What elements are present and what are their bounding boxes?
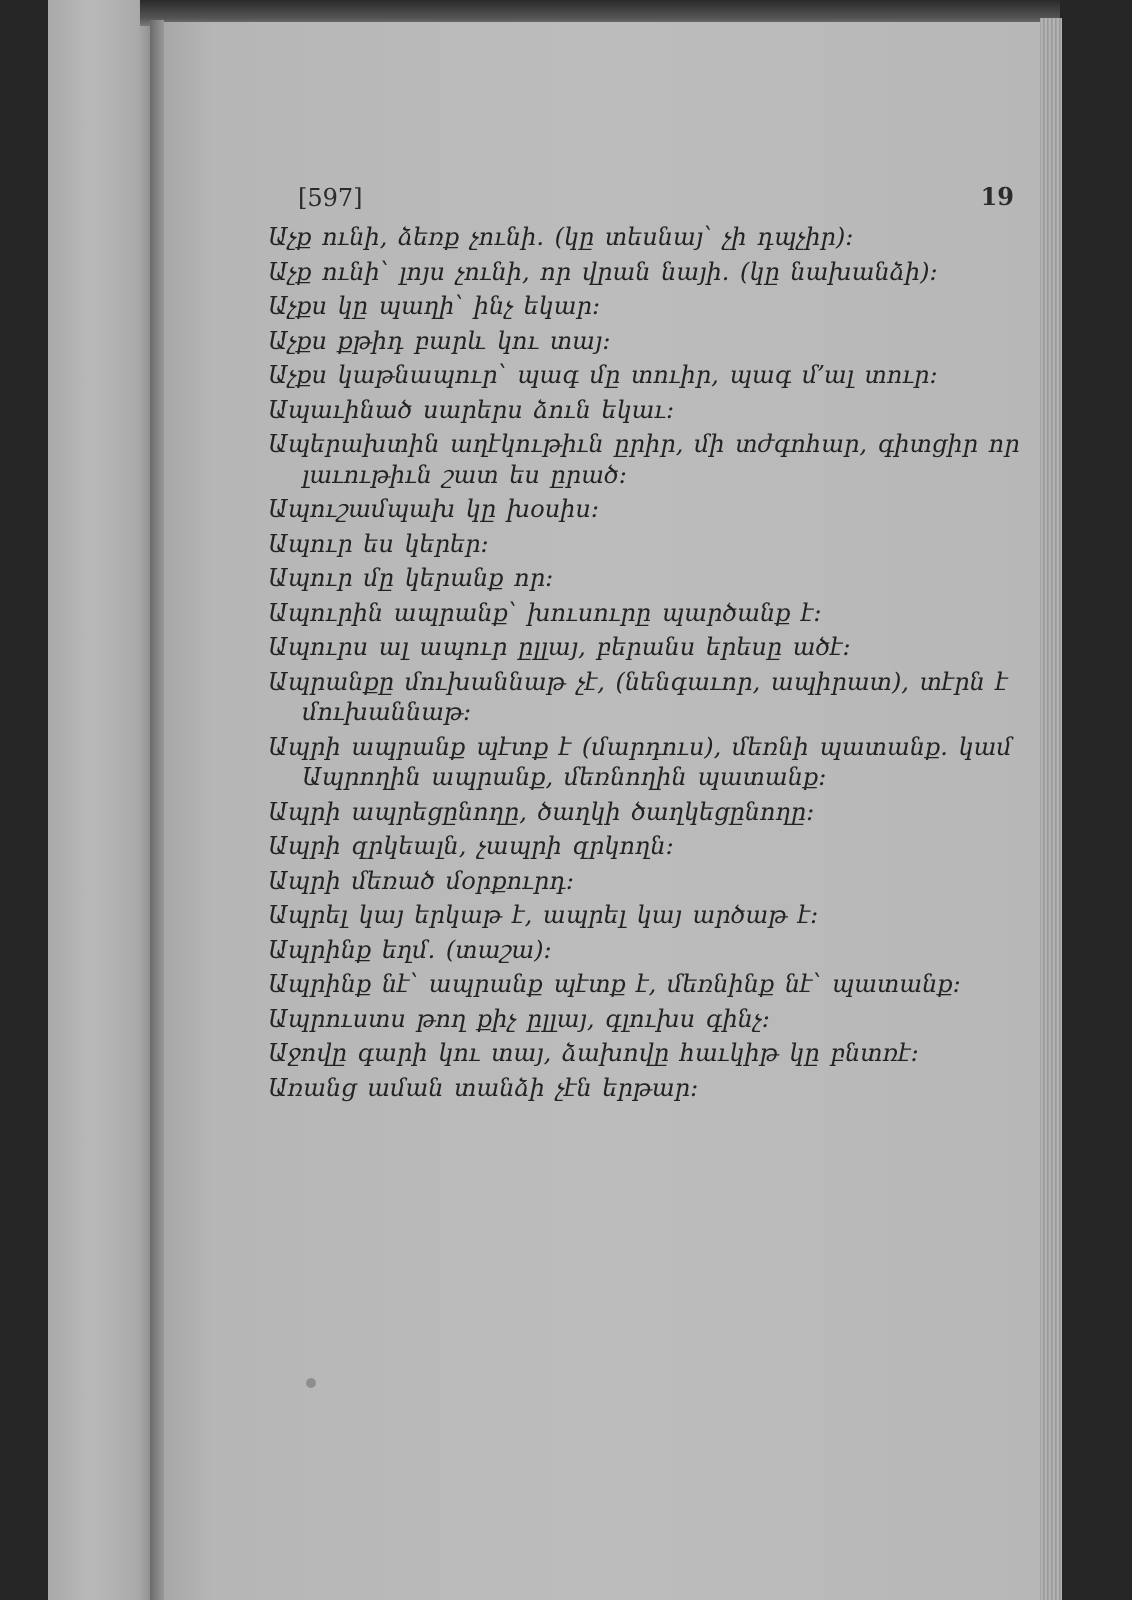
proverb-entry: Ապրել կայ երկաթ է, ապրել կայ արծաթ է։ (268, 901, 819, 929)
proverb-entry: Ապրանքը մուխաննաթ չէ, (նենգաւոր, ապիրատ), տէրն է մուխաննաթ։ (268, 667, 1008, 726)
proverb-entry: Ապրի զրկեալն, չապրի զրկողն։ (268, 832, 674, 860)
proverb-entry: Ապուրս ալ ապուր ըլլայ, բերանս երեսը ածէ։ (268, 633, 851, 661)
proverb-entry: Աչք ունի, ձեռք չունի. (կը տեսնայ՝ չի դպչիր)։ (268, 223, 854, 251)
proverb-entry: Աջովը գարի կու տայ, ձախովը հաւկիթ կը բնտռէ։ (268, 1039, 919, 1067)
proverb-entry: Աչքս քթիդ բարև կու տայ։ (268, 326, 611, 355)
page-reference: [597] (298, 184, 363, 212)
proverb-entry: Ապրինք նէ՝ ապրանք պէտք է, մեռնինք նէ՝ պատանք։ (268, 970, 961, 998)
proverb-entry: Ապուր ես կերեր։ (268, 529, 489, 558)
page-stack-edge (1040, 18, 1062, 1600)
left-page-edge (48, 0, 154, 1600)
proverb-entry: Ապուրին ապրանք՝ խուսուրը պարծանք է։ (268, 598, 822, 627)
proverb-entry: Ապուր մը կերանք որ։ (268, 564, 554, 592)
proverb-entry: Ապրի մեռած մօրքուրդ։ (268, 866, 575, 895)
proverb-list (268, 222, 1028, 1107)
proverb-entry: Աչքս կաթնապուր՝ պագ մը տուիր, պագ մ՚ալ տուր։ (268, 361, 938, 389)
proverb-entry: Ապերախտին աղէկութիւն ըրիր, մի տժգոհար, գիտցիր որ լաւութիւն շատ ես ըրած։ (268, 430, 1020, 489)
page-header (298, 184, 1014, 224)
proverb-entry: Առանց աման տանձի չէն երթար։ (268, 1073, 699, 1102)
proverb-entry: Ապաւինած սարերս ձուն եկաւ։ (268, 395, 675, 424)
proverb-entry: Ապրի ապրանք պէտք է (մարդուս), մեռնի պատանք. կամ Ապրողին ապրանք, մեռնողին պատանք։ (268, 732, 1012, 791)
proverb-entry: Ապուշամպախ կը խօսիս։ (268, 495, 600, 523)
proverb-entry: Ապրուստս թող քիչ ըլլայ, գլուխս գինչ։ (268, 1004, 770, 1033)
page-number: 19 (980, 182, 1014, 211)
proverb-entry: Աչքս կը պաղի՝ ինչ եկար։ (268, 292, 601, 320)
proverb-entry: Ապրինք եղմ. (տաշա)։ (268, 935, 552, 964)
proverb-entry: Ապրի ապրեցընողը, ծաղկի ծաղկեցընողը։ (268, 797, 815, 826)
proverb-entry: Աչք ունի՝ լոյս չունի, որ վրան նայի. (կը նախանձի)։ (268, 257, 938, 286)
book-page (160, 22, 1042, 1600)
page-gutter (150, 20, 164, 1600)
paper-speck (306, 1378, 316, 1388)
